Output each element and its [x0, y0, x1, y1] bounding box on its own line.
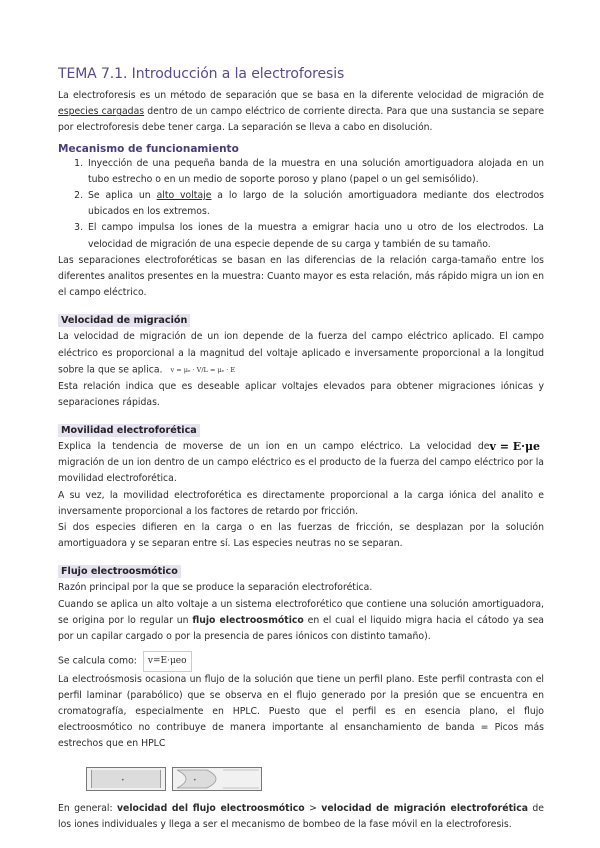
document-page: [58, 66, 544, 833]
flow-profile-diagram: [86, 763, 266, 795]
mecanismo-list: [58, 156, 544, 253]
velocidad-text: La velocidad de migración de un ion depende de la fuerza del campo eléctrico aplicado. El campo eléctrico es proporcional a la magnitud del voltaje aplicado e inversamente proporcional a la longitud sobre la que se aplica.: [58, 331, 544, 376]
velocidad-paragraph-2: Esta relación indica que es deseable aplicar voltajes elevados para obtener migraciones iónicas y separaciones rápidas.: [58, 380, 544, 408]
flujo-calc: [58, 651, 544, 671]
velocidad-formula: v = μₑ · V/L = μₑ · E: [170, 365, 236, 374]
calc-label: Se calcula como:: [58, 655, 137, 667]
conclusion-paragraph: [58, 801, 544, 833]
list-item-text: a lo largo de la solución amortiguadora mediante dos electrodos ubicados en los extremos.: [88, 190, 544, 218]
movilidad-heading: Movilidad electroforética: [58, 424, 200, 437]
movilidad-text: Explica la tendencia de moverse de un ion en un campo eléctrico. La velocidad de migración de un ion dentro de un campo eléctrico es el producto de la fuerza del campo eléctrico por la movilidad electroforética.: [58, 441, 544, 485]
page-title: TEMA 7.1. Introducción a la electroforesis: [58, 66, 345, 82]
conclusion-text: de los iones individuales y llega a ser el mecanismo de bombeo de la fase móvil en la electroforesis.: [58, 802, 545, 830]
flujo-heading: Flujo electroosmótico: [58, 565, 181, 578]
list-item: 3. El campo impulsa los iones de la muestra a emigrar hacia uno u otro de los electrodos. La velocidad de migración de una especie depende de su carga y también de su tamaño.: [86, 220, 544, 252]
calc-formula: v=E·μeo: [143, 651, 192, 671]
list-item: [86, 188, 544, 220]
movilidad-paragraph-3: Si dos especies difieren en la carga o en las fuerzas de fricción, se desplazan por la solución amortiguadora y se separan entre sí. Las especies neutras no se separan.: [58, 522, 544, 550]
flat-dot: •: [121, 776, 125, 784]
flujo-paragraph-1: Razón principal por la que se produce la separación electroforética.: [58, 582, 373, 594]
flujo-bold: flujo electroosmótico: [192, 614, 304, 626]
intro-underlined: especies cargadas: [58, 106, 145, 118]
conclusion-bold-1: velocidad del flujo electroosmótico: [117, 802, 305, 814]
parabolic-dot: •: [193, 776, 197, 784]
list-item-underlined: alto voltaje: [156, 190, 212, 202]
velocidad-paragraph-1: [58, 329, 544, 378]
parabolic-profile-tube: [172, 767, 262, 791]
flujo-paragraph-3: La electroósmosis ocasiona un flujo de la solución que tiene un perfil plano. Este perfil contrasta con el perfil laminar (parabólico) que se observa en el flujo generado por la presión que se encuentra en cromatografía, especialmente en HPLC. Puesto que el perfil es en esencia plano, el flujo electroosmótico no contribuye de manera importante al ensanchamiento de banda = Picos más estrechos que en HPLC: [58, 673, 544, 750]
movilidad-formula: v = E·μe: [489, 440, 540, 454]
flat-profile-tube: [86, 767, 166, 791]
list-item-text: Se aplica un: [88, 190, 157, 202]
velocidad-heading: Velocidad de migración: [58, 314, 190, 327]
movilidad-paragraph-1: [58, 439, 544, 488]
flujo-text: Cuando se aplica un alto voltaje a un sistema electroforético que contiene una solución amortiguadora, se origina por lo regular un: [58, 598, 544, 626]
parabolic-profile-icon: [173, 768, 261, 790]
intro-paragraph: [58, 88, 544, 137]
mecanismo-heading: Mecanismo de funcionamiento: [58, 142, 239, 155]
flujo-text: en el cual el liquido migra hacia el cátodo ya sea por un capilar cargado o por la presencia de pares iónicos con distinto tamaño).: [58, 614, 544, 643]
conclusion-bold-2: velocidad de migración electroforética: [321, 802, 528, 814]
flat-band: [91, 770, 161, 788]
movilidad-paragraph-2: A su vez, la movilidad electroforética es directamente proporcional a la carga iónica del analito e inversamente proporcional a los factores de retardo por fricción.: [58, 489, 544, 517]
intro-text-1: La electroforesis es un método de separación que se basa en la diferente velocidad de migración de: [58, 90, 544, 101]
mecanismo-after: Las separaciones electroforéticas se basan en las diferencias de la relación carga-tamaño entre los diferentes analitos presentes en la muestra: Cuanto mayor es esta relación, más rápido migra un ion en el campo eléctrico.: [58, 254, 544, 299]
flujo-paragraph-2: [58, 597, 544, 646]
conclusion-text: En general:: [58, 802, 117, 814]
conclusion-text: >: [304, 802, 322, 814]
list-item: 1. Inyección de una pequeña banda de la muestra en una solución amortiguadora alojada en un tubo estrecho o en un medio de soporte poroso y plano (papel o un gel semisólido).: [86, 156, 544, 188]
intro-text-2: dentro de un campo eléctrico de corriente directa. Para que una sustancia se separe por electroforesis debe tener carga. La separación se lleva a cabo en disolución.: [58, 106, 544, 134]
